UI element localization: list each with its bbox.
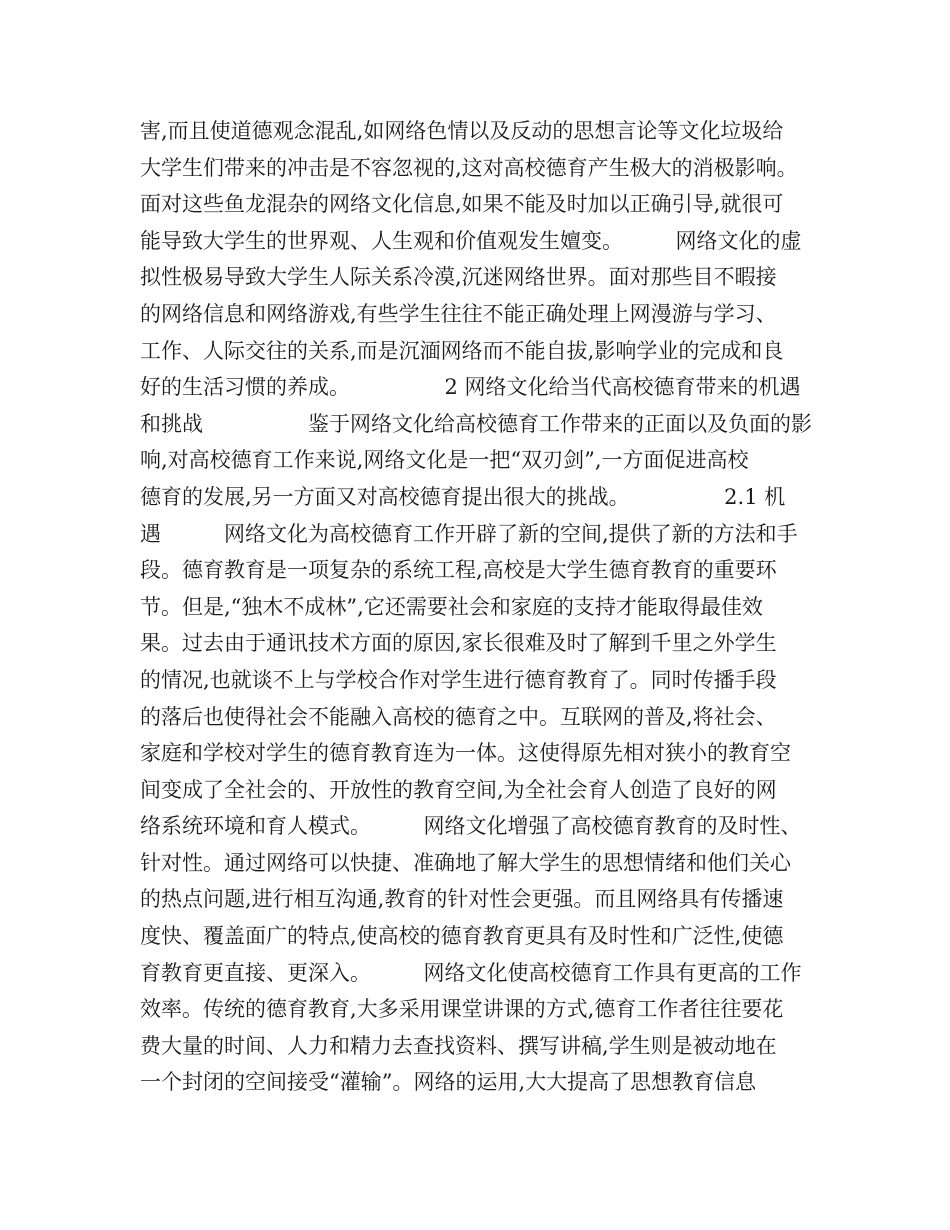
text-line: 害,而且使道德观念混乱,如网络色情以及反动的思想言论等文化垃圾给 bbox=[140, 119, 784, 143]
text-line: 的热点问题,进行相互沟通,教育的针对性会更强。而且网络具有传播速 bbox=[140, 887, 784, 912]
text-line: 拟性极易导致大学生人际关系冷漠,沉迷网络世界。面对那些目不暇接 bbox=[140, 265, 777, 290]
text-line: 大学生们带来的冲击是不容忽视的,这对高校德育产生极大的消极影响。 bbox=[140, 155, 798, 180]
text-line: 的落后也使得社会不能融入高校的德育之中。互联网的普及,将社会、 bbox=[140, 704, 777, 729]
text-line: 间变成了全社会的、开放性的教育空间,为全社会育人创造了良好的网 bbox=[140, 777, 777, 802]
text-line: 的情况,也就谈不上与学校合作对学生进行德育教育了。同时传播手段 bbox=[140, 667, 777, 692]
text-line: 好的生活习惯的养成。 2 网络文化给当代高校德育带来的机遇 bbox=[140, 375, 801, 400]
text-line: 能导致大学生的世界观、人生观和价值观发生嬗变。 网络文化的虚 bbox=[140, 228, 802, 253]
text-line: 育教育更直接、更深入。 网络文化使高校德育工作具有更高的工作 bbox=[140, 960, 802, 985]
text-line: 遇 网络文化为高校德育工作开辟了新的空间,提供了新的方法和手 bbox=[140, 521, 798, 546]
text-line: 一个封闭的空间接受“灌输”。网络的运用,大大提高了思想教育信息 bbox=[140, 1070, 757, 1095]
text-line: 的网络信息和网络游戏,有些学生往往不能正确处理上网漫游与学习、 bbox=[140, 301, 777, 326]
text-line: 工作、人际交往的关系,而是沉湎网络而不能自拔,影响学业的完成和良 bbox=[140, 338, 784, 363]
text-line: 效率。传统的德育教育,大多采用课堂讲课的方式,德育工作者往往要花 bbox=[140, 997, 784, 1022]
text-line: 面对这些鱼龙混杂的网络文化信息,如果不能及时加以正确引导,就很可 bbox=[140, 192, 784, 217]
text-line: 费大量的时间、人力和精力去查找资料、撰写讲稿,学生则是被动地在 bbox=[140, 1033, 777, 1058]
text-line: 德育的发展,另一方面又对高校德育提出很大的挑战。 2.1 机 bbox=[140, 484, 786, 509]
body-text bbox=[140, 113, 840, 1101]
text-line: 节。但是,“独木不成林”,它还需要社会和家庭的支持才能取得最佳效 bbox=[140, 594, 763, 619]
text-line: 段。德育教育是一项复杂的系统工程,高校是大学生德育教育的重要环 bbox=[140, 558, 777, 583]
text-line: 度快、覆盖面广的特点,使高校的德育教育更具有及时性和广泛性,使德 bbox=[140, 924, 784, 949]
text-line: 络系统环境和育人模式。 网络文化增强了高校德育教育的及时性、 bbox=[140, 814, 802, 839]
text-line: 和挑战 鉴于网络文化给高校德育工作带来的正面以及负面的影 bbox=[140, 411, 812, 436]
text-line: 针对性。通过网络可以快捷、准确地了解大学生的思想情绪和他们关心 bbox=[140, 850, 791, 875]
text-line: 响,对高校德育工作来说,网络文化是一把“双刃剑”,一方面促进高校 bbox=[140, 448, 749, 473]
text-line: 果。过去由于通讯技术方面的原因,家长很难及时了解到千里之外学生 bbox=[140, 631, 777, 656]
text-line: 家庭和学校对学生的德育教育连为一体。这使得原先相对狭小的教育空 bbox=[140, 741, 791, 766]
